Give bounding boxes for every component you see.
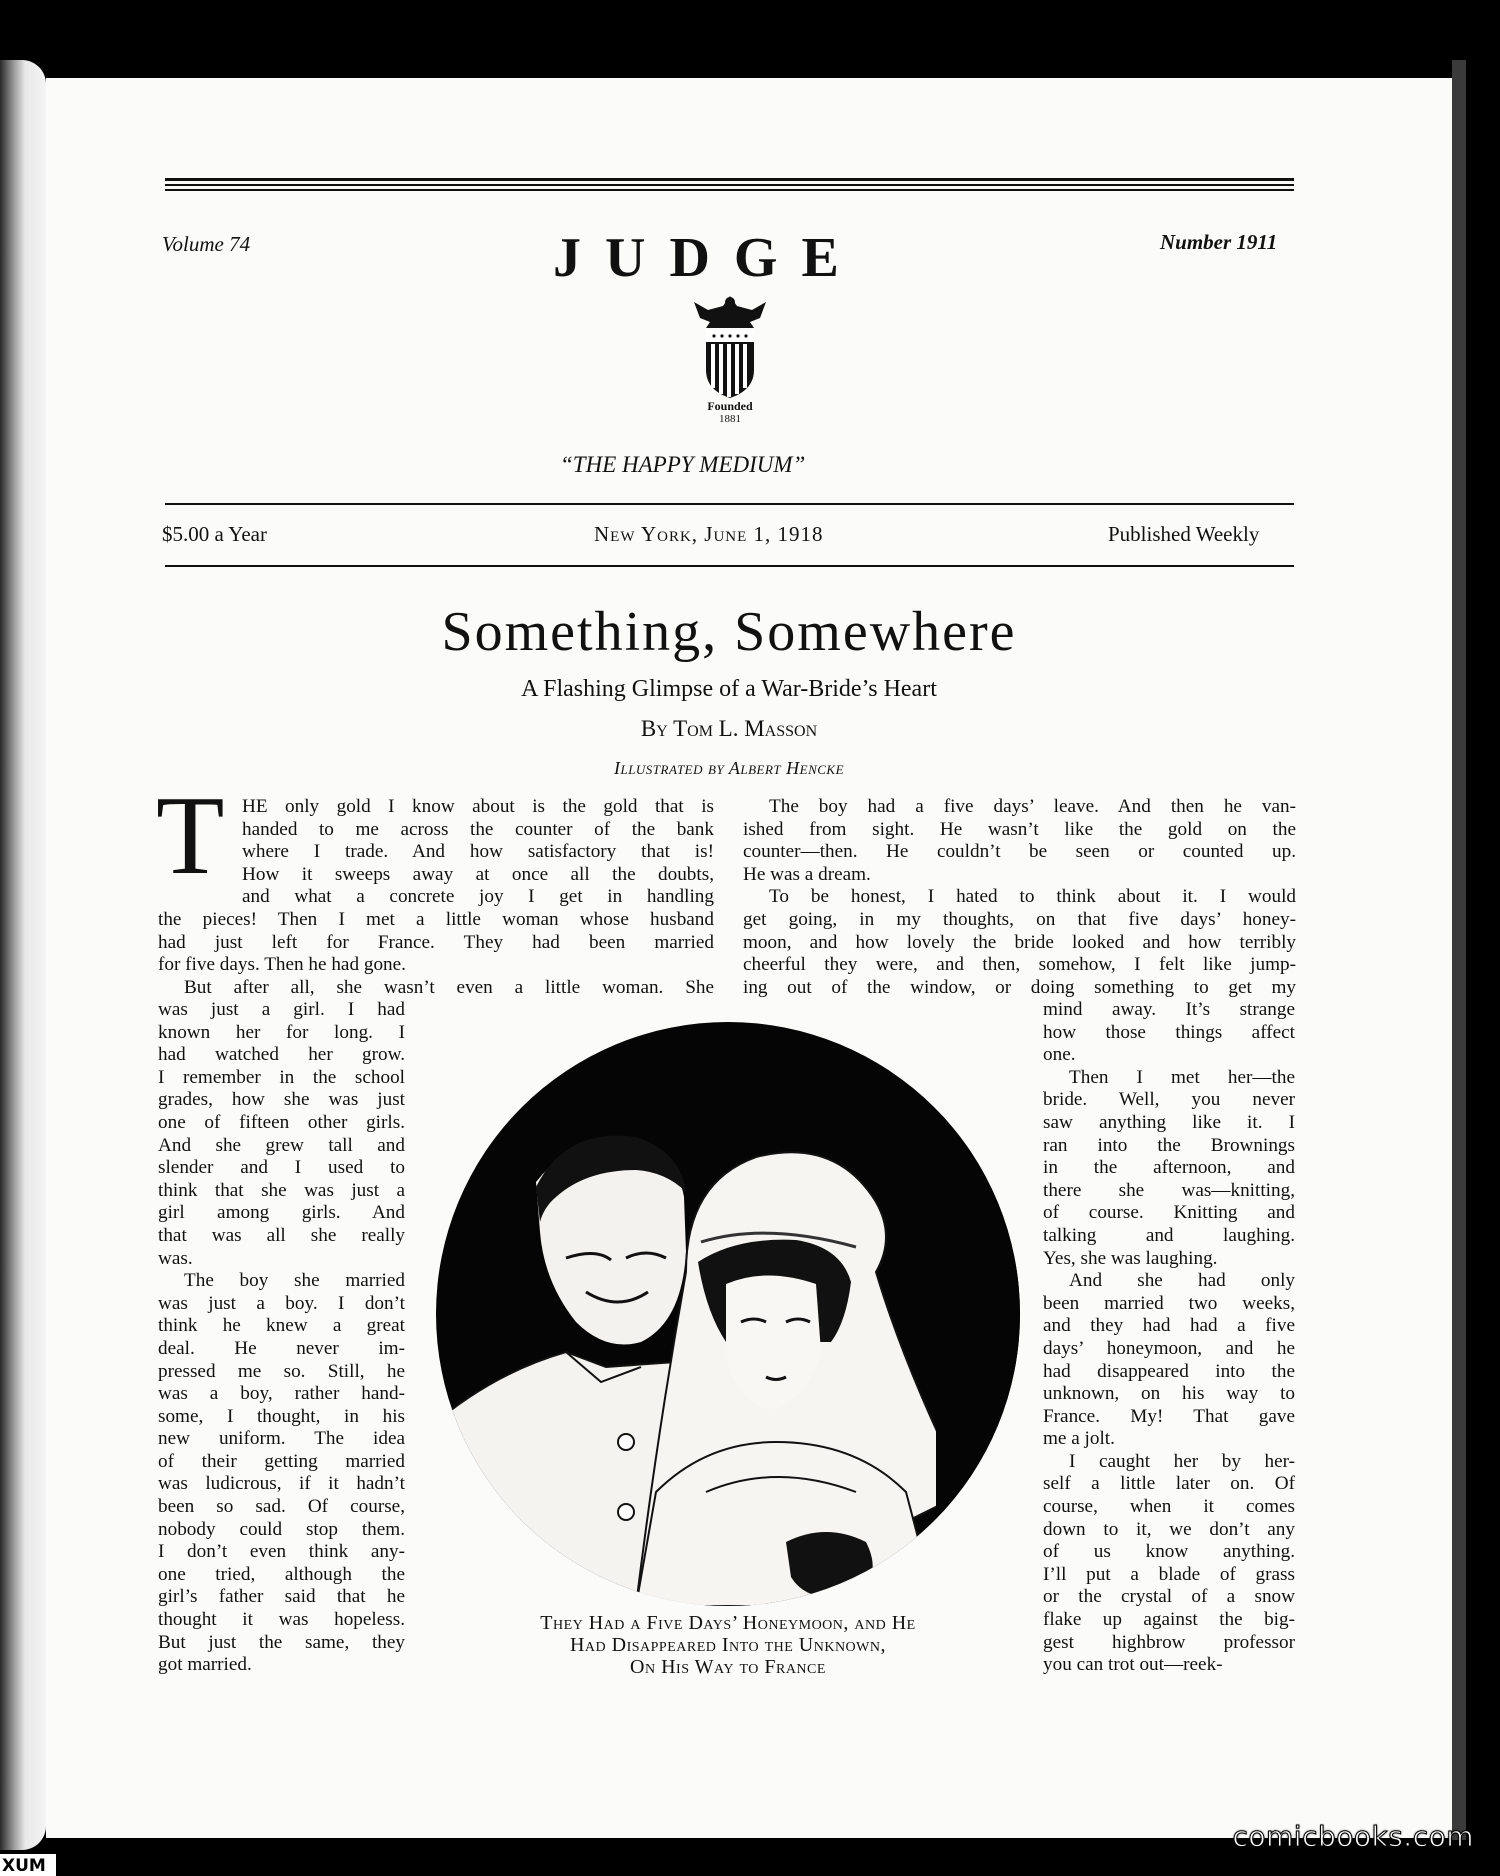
text-line: slender and I used to — [158, 1157, 405, 1179]
text-line: And she had only — [1069, 1270, 1295, 1292]
text-line: get going, in my thoughts, on that five days’ honey- — [743, 908, 1296, 930]
text-line: I don’t even think any- — [158, 1541, 405, 1563]
text-line: think he knew a great — [158, 1315, 405, 1337]
text-line: one. — [1043, 1044, 1076, 1066]
text-line: had watched her grow. — [158, 1044, 405, 1066]
text-line: or the crystal of a snow — [1043, 1586, 1295, 1608]
text-line: had just left for France. They had been married — [158, 931, 714, 953]
text-line: known her for long. I — [158, 1021, 405, 1043]
text-line: down to it, we don’t any — [1043, 1518, 1295, 1540]
text-line: the pieces! Then I met a little woman whose husband — [158, 909, 714, 930]
text-line: nobody could stop them. — [158, 1518, 405, 1540]
text-line: and they had had a five — [1043, 1315, 1295, 1337]
text-line: mind away. It’s strange — [1043, 999, 1295, 1020]
text-line: one of fifteen other girls. — [158, 1111, 405, 1133]
column1-full-block — [158, 909, 714, 999]
text-line: had disappeared into the — [1043, 1360, 1295, 1382]
text-line: grades, how she was just — [158, 1089, 405, 1111]
text-line: How it sweeps away at once all the doubts, — [242, 863, 714, 885]
publication-frequency: Published Weekly — [1108, 522, 1260, 546]
illustrator-credit: Illustrated by Albert Hencke — [613, 758, 845, 778]
text-line: ran into the Brownings — [1043, 1134, 1295, 1156]
text-line: The boy had a five days’ leave. And then he van- — [769, 796, 1296, 817]
volume-label: Volume 74 — [162, 232, 251, 256]
text-line: ished from sight. He wasn’t like the gold on the — [743, 818, 1296, 840]
eagle-shield-icon — [688, 292, 772, 400]
text-line: moon, and how lovely the bride looked and how terribly — [743, 931, 1296, 953]
text-line: me a jolt. — [1043, 1428, 1115, 1450]
masthead-rule-top — [165, 178, 1294, 181]
text-line: I’ll put a blade of grass — [1043, 1563, 1295, 1585]
corner-tag: XUM — [0, 1854, 56, 1876]
text-line: was just a boy. I don’t — [158, 1292, 405, 1314]
text-line: was ludicrous, if it hadn’t — [158, 1473, 405, 1495]
text-line: was a boy, rather hand- — [158, 1383, 405, 1405]
text-line: some, I thought, in his — [158, 1405, 405, 1427]
text-line: Then I met her—the — [1069, 1066, 1295, 1088]
text-line: for five days. Then he had gone. — [158, 954, 406, 976]
text-line: course, when it comes — [1043, 1496, 1295, 1518]
masthead-rule-top-2 — [165, 184, 1294, 186]
text-line: got married. — [158, 1654, 252, 1676]
text-line: of us know anything. — [1043, 1541, 1295, 1563]
text-line: bride. Well, you never — [1043, 1089, 1295, 1111]
text-line: flake up against the big- — [1043, 1609, 1295, 1631]
text-line: France. My! That gave — [1043, 1405, 1295, 1427]
issue-number: Number 1911 — [1160, 230, 1278, 254]
caption-line-1: They Had a Five Days’ Honeymoon, and He — [540, 1612, 916, 1634]
text-line: talking and laughing. — [1043, 1224, 1295, 1246]
text-line: where I trade. And how satisfactory that is! — [242, 841, 714, 863]
text-line: deal. He never im- — [158, 1337, 405, 1359]
text-line: counter—then. He couldn’t be seen or counted up. — [743, 841, 1296, 863]
column2-narrow-block — [1043, 999, 1295, 1677]
text-line: that was all she really — [158, 1224, 405, 1246]
motto: “THE HAPPY MEDIUM” — [560, 452, 806, 477]
text-line: of their getting married — [158, 1450, 405, 1472]
text-line: saw anything like it. I — [1043, 1111, 1295, 1133]
text-line: And she grew tall and — [158, 1134, 405, 1156]
text-line: I remember in the school — [158, 1066, 405, 1088]
text-line: But after all, she wasn’t even a little woman. She — [184, 976, 714, 998]
text-line: girl’s father said that he — [158, 1586, 405, 1608]
left-page-curl — [0, 60, 46, 1850]
article-subtitle: A Flashing Glimpse of a War-Bride’s Heart — [521, 676, 937, 702]
text-line: one tried, although the — [158, 1563, 405, 1585]
text-line: The boy she married — [184, 1270, 405, 1292]
text-line: unknown, on his way to — [1043, 1383, 1295, 1405]
text-line: ing out of the window, or doing something to get my — [743, 976, 1296, 998]
text-line: and what a concrete joy I get in handling — [242, 886, 714, 908]
masthead-title: JUDGE — [553, 227, 863, 289]
text-line: I caught her by her- — [1069, 1450, 1295, 1472]
text-line: cheerful they were, and then, somehow, I felt like jump- — [743, 954, 1296, 976]
dateline: New York, June 1, 1918 — [594, 522, 824, 546]
column1-dropcap-block — [242, 796, 714, 909]
text-line: gest highbrow professor — [1043, 1631, 1295, 1653]
right-page-edge — [1452, 60, 1466, 1840]
subscription-price: $5.00 a Year — [162, 522, 267, 546]
text-line: how those things affect — [1043, 1021, 1295, 1043]
dateline-rule-top — [165, 503, 1294, 505]
caption-line-3: On His Way to France — [630, 1656, 826, 1678]
text-line: been married two weeks, — [1043, 1292, 1295, 1314]
text-line: Yes, she was laughing. — [1043, 1247, 1218, 1269]
column2-full-block — [743, 796, 1296, 999]
byline: By Tom L. Masson — [640, 716, 818, 741]
text-line: He was a dream. — [743, 863, 871, 885]
caption-line-2: Had Disappeared Into the Unknown, — [569, 1634, 886, 1656]
text-line: was just a girl. I had — [158, 999, 405, 1020]
text-line: pressed me so. Still, he — [158, 1360, 405, 1382]
founded-label: Founded — [707, 399, 753, 413]
text-line: in the afternoon, and — [1043, 1157, 1295, 1179]
masthead-rule-top-3 — [165, 189, 1294, 191]
text-line: But just the same, they — [158, 1631, 405, 1653]
founded-year: 1881 — [719, 413, 741, 425]
text-line: girl among girls. And — [158, 1202, 405, 1224]
drop-cap: T — [156, 774, 225, 898]
bride-and-groom-illustration — [436, 1022, 1020, 1606]
text-line: handed to me across the counter of the bank — [242, 818, 714, 840]
text-line: thought it was hopeless. — [158, 1609, 405, 1631]
article-title: Something, Somewhere — [441, 601, 1017, 663]
dateline-rule-bottom — [165, 565, 1294, 567]
text-line: new uniform. The idea — [158, 1428, 405, 1450]
text-line: self a little later on. Of — [1043, 1473, 1295, 1495]
text-line: of course. Knitting and — [1043, 1202, 1295, 1224]
text-line: days’ honeymoon, and he — [1043, 1337, 1295, 1359]
text-line: there she was—knitting, — [1043, 1179, 1295, 1201]
text-line: To be honest, I hated to think about it. I would — [769, 886, 1296, 908]
column1-narrow-block — [158, 999, 405, 1677]
text-line: was. — [158, 1247, 193, 1269]
watermark: comicbooks.com — [1232, 1820, 1474, 1853]
text-line: been so sad. Of course, — [158, 1496, 405, 1518]
text-line: HE only gold I know about is the gold that is — [242, 796, 714, 817]
text-line: you can trot out—reek- — [1043, 1654, 1223, 1676]
text-line: think that she was just a — [158, 1179, 405, 1201]
